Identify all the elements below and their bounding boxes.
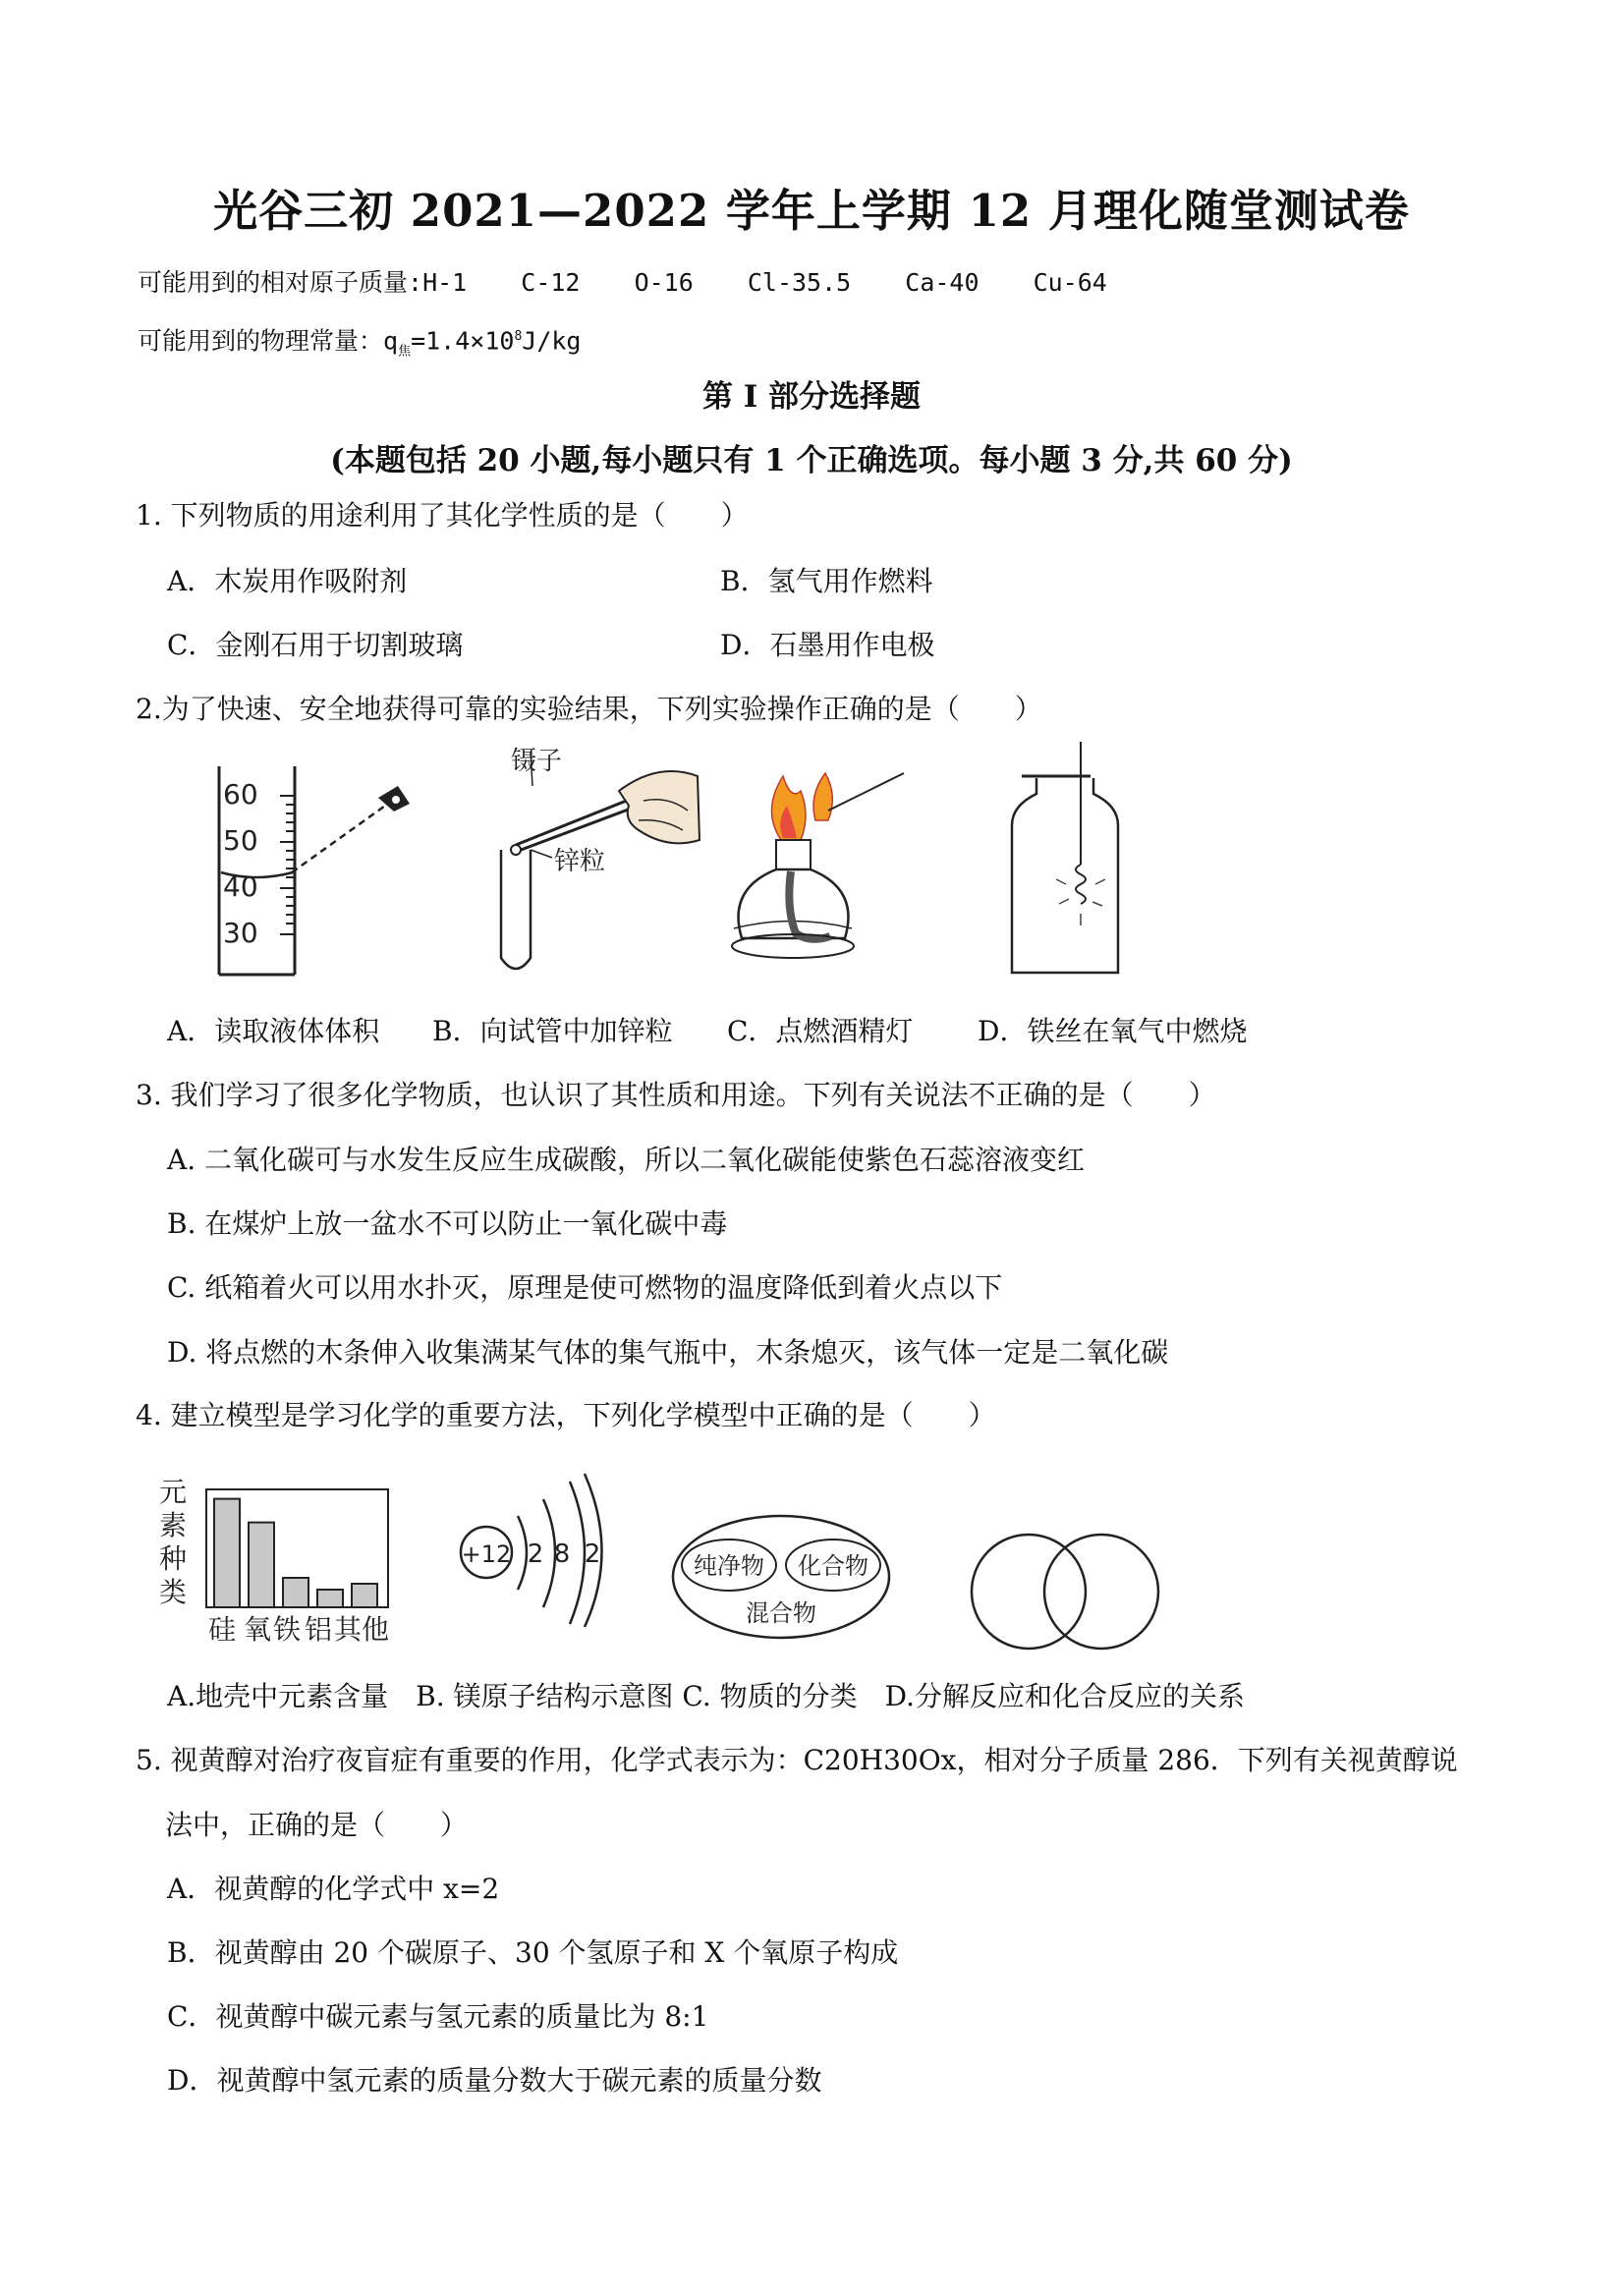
classify-label-pure: 纯净物 [694, 1552, 764, 1580]
q1-option-d: D．石墨用作电极 [720, 629, 935, 661]
q5-stem-line2: 法中，正确的是（ ） [165, 1809, 469, 1841]
atomic-mass-item: Cu-64 [1033, 268, 1107, 297]
alcohol-lamp-figure [722, 761, 909, 982]
q4-options: A.地壳中元素含量 B. 镁原子结构示意图 C. 物质的分类 D.分解反应和化合反应的关系 [167, 1680, 1245, 1712]
classify-label-mixture: 混合物 [746, 1599, 816, 1627]
q2-option-d: D．铁丝在氧气中燃烧 [978, 1015, 1248, 1047]
q2-option-c: C．点燃酒精灯 [727, 1015, 914, 1047]
q5-option-a: A．视黄醇的化学式中 x=2 [167, 1873, 500, 1905]
q2-option-b: B．向试管中加锌粒 [432, 1015, 673, 1047]
classify-label-compound: 化合物 [798, 1552, 868, 1580]
bar-ylabel-char: 元 [159, 1476, 188, 1508]
element-content-bar-chart [157, 1472, 413, 1649]
q3-option-a: A. 二氧化碳可与水发生反应生成碳酸，所以二氧化碳能使紫色石蕊溶液变红 [167, 1144, 1086, 1176]
gas-bottle-icon [1012, 742, 1118, 973]
section-note: (本题包括 20 小题,每小题只有 1 个正确选项。每小题 3 分,共 60 分) [330, 443, 1293, 478]
bar-ylabel-char: 种 [159, 1542, 188, 1575]
magnesium-atom-diagram [457, 1462, 624, 1629]
atomic-mass-item: O-16 [634, 268, 694, 297]
q1-option-c: C．金刚石用于切割玻璃 [167, 629, 464, 661]
physics-constant-value: =1.4×10 [411, 326, 515, 356]
physics-constant-unit: J/kg [522, 326, 582, 356]
q3-stem: 3. 我们学习了很多化学物质，也认识了其性质和用途。下列有关说法不正确的是（ ） [136, 1079, 1216, 1111]
bar-category-label: 氧 [244, 1613, 272, 1646]
q3-option-b: B. 在煤炉上放一盆水不可以防止一氧化碳中毒 [167, 1207, 728, 1240]
alcohol-lamp-icon [732, 773, 904, 958]
q4-stem: 4. 建立模型是学习化学的重要方法，下列化学模型中正确的是（ ） [136, 1399, 996, 1431]
q3-option-d: D. 将点燃的木条伸入收集满某气体的集气瓶中，木条熄灭，该气体一定是二氧化碳 [167, 1336, 1169, 1369]
bar-1 [249, 1523, 274, 1607]
zinc-label: 锌粒 [554, 847, 606, 876]
physics-constant-sub: 焦 [398, 344, 412, 360]
q2-stem: 2.为了快速、安全地获得可靠的实验结果，下列实验操作正确的是（ ） [136, 693, 1042, 725]
atomic-mass-item: H-1 [422, 268, 468, 297]
exam-title: 光谷三初 2021—2022 学年上学期 12 月理化随堂测试卷 [213, 185, 1410, 237]
atom-nucleus-label: +12 [461, 1540, 512, 1568]
gas-bottle-figure [1002, 737, 1140, 982]
physics-constant-label: 可能用到的物理常量：q [138, 326, 399, 356]
test-tube-figure [481, 742, 707, 982]
q1-option-b: B．氢气用作燃料 [720, 565, 933, 597]
atom-shell-label: 8 [553, 1540, 571, 1569]
atomic-mass-item: C-12 [521, 268, 581, 297]
atomic-mass-label: 可能用到的相对原子质量: [138, 268, 423, 297]
cylinder-tick-label: 50 [223, 824, 258, 857]
q2-option-a: A．读取液体体积 [167, 1015, 380, 1047]
graduated-cylinder-figure [201, 756, 418, 982]
q1-option-a: A．木炭用作吸附剂 [167, 565, 408, 597]
q5-option-c: C．视黄醇中碳元素与氢元素的质量比为 8:1 [167, 2000, 709, 2033]
q3-option-c: C. 纸箱着火可以用水扑灭，原理是使可燃物的温度降低到着火点以下 [167, 1271, 1003, 1304]
cylinder-tick-label: 30 [223, 917, 258, 949]
cylinder-tick-label: 40 [223, 870, 258, 903]
atomic-mass-item: Cl-35.5 [747, 268, 852, 297]
q5-option-d: D．视黄醇中氢元素的质量分数大于碳元素的质量分数 [167, 2064, 822, 2097]
bar-category-label: 铁 [273, 1613, 302, 1646]
bar-category-label: 铝 [305, 1613, 333, 1646]
bar-ylabel-char: 类 [159, 1576, 188, 1608]
physics-constant-sup: 8 [514, 329, 523, 344]
section-title: 第 I 部分选择题 [701, 379, 922, 415]
atom-shell-label: 2 [584, 1540, 601, 1569]
bar-category-label: 其他 [334, 1613, 390, 1646]
bar-category-label: 硅 [208, 1613, 237, 1646]
physics-constant-line [138, 320, 581, 368]
bar-0 [214, 1499, 240, 1607]
q5-option-b: B．视黄醇由 20 个碳原子、30 个氢原子和 X 个氧原子构成 [167, 1936, 899, 1969]
reaction-venn-diagram [968, 1528, 1164, 1655]
atomic-mass-line [138, 266, 1107, 300]
q5-stem-line1: 5. 视黄醇对治疗夜盲症有重要的作用，化学式表示为：C20H30Ox，相对分子质量 286．下列有关视黄醇说 [136, 1744, 1458, 1776]
matter-classification-diagram [668, 1508, 894, 1646]
bar-2 [283, 1578, 308, 1607]
cylinder-tick-label: 60 [223, 778, 258, 811]
bar-3 [317, 1590, 343, 1607]
tweezers-label: 镊子 [511, 747, 563, 776]
bar-ylabel-char: 素 [159, 1509, 188, 1541]
atom-shell-label: 2 [527, 1540, 544, 1569]
bar-4 [352, 1584, 377, 1607]
q1-stem: 1. 下列物质的用途利用了其化学性质的是（ ） [136, 499, 749, 532]
atomic-mass-item: Ca-40 [905, 268, 979, 297]
